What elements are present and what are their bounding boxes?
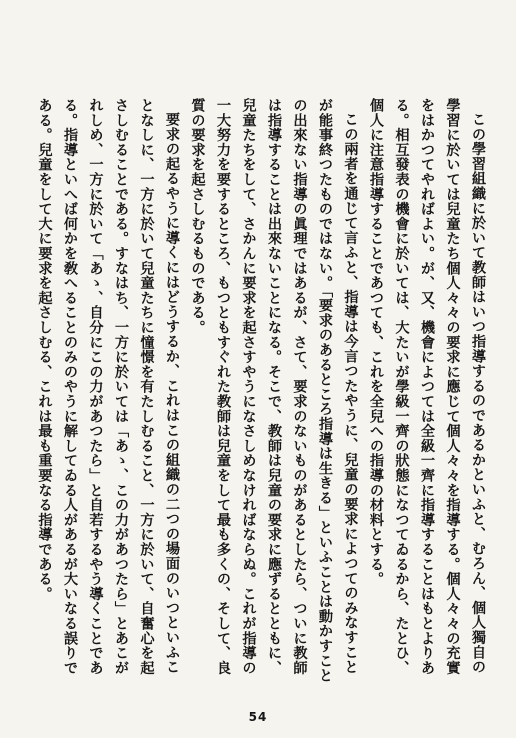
page-number: 54 [248,710,268,724]
paragraph-2: この兩者を通じて言ふと、指導は今言つたやうに、兒童の要求によつてのみなすことが能事終つたものではない。「要求のあるところ指導は生きる」といふことは動かすことの出來ない指導の眞理ではあるが、さて、要求のないものがあるとしたら、ついに教師は指導することは出來ないことになる。そこで、教師は兒童の要求に應ずるとともに、兒童たちをして、さかんに要求を起さすやうになさしめなければならぬ。これが指導の一大努力を要するところ、もつともすぐれた教師は兒童をして最も多くの、そして、良質の要求を起さしむるものである。 [189,98,359,683]
paragraph-3: 要求の起るやうに導くにはどうするか、これはこの組織の二つの場面のいつといふことなしに、一方に於いて兒童たちに憧憬を有たしむること、一方に於いて、自奮心を起さしむることである。すなはち、一方に於いては「あゝ、この力があつたら」とあこがれしめ、一方に於いて「あゝ、自分にこの力があつたら」と自若するやう導くことである。指導といへば何かを敎へることのみのやうに解してゐる人があるが大いなる誤りである。兒童をして大に要求を起さしむる、これは最も重要なる指導である。 [36,98,180,676]
vertical-text-body [20,98,490,686]
paragraph-1: この學習組織に於いて教師はいつ指導するのであるかといふと、むろん、個人獨自の學習に於いては兒童たち個人々々の要求に應じて個人々々を指導する。個人々々の充實をはかつてやればよい。が、又、機會によつては全級一齊に指導することはもとよりある。相互發表の機會に於いては、大たいが學級一齊の狀態になつてゐるから、たとひ、個人に注意指導することであつても、これを全兒への指導の材料とする。 [368,98,486,676]
